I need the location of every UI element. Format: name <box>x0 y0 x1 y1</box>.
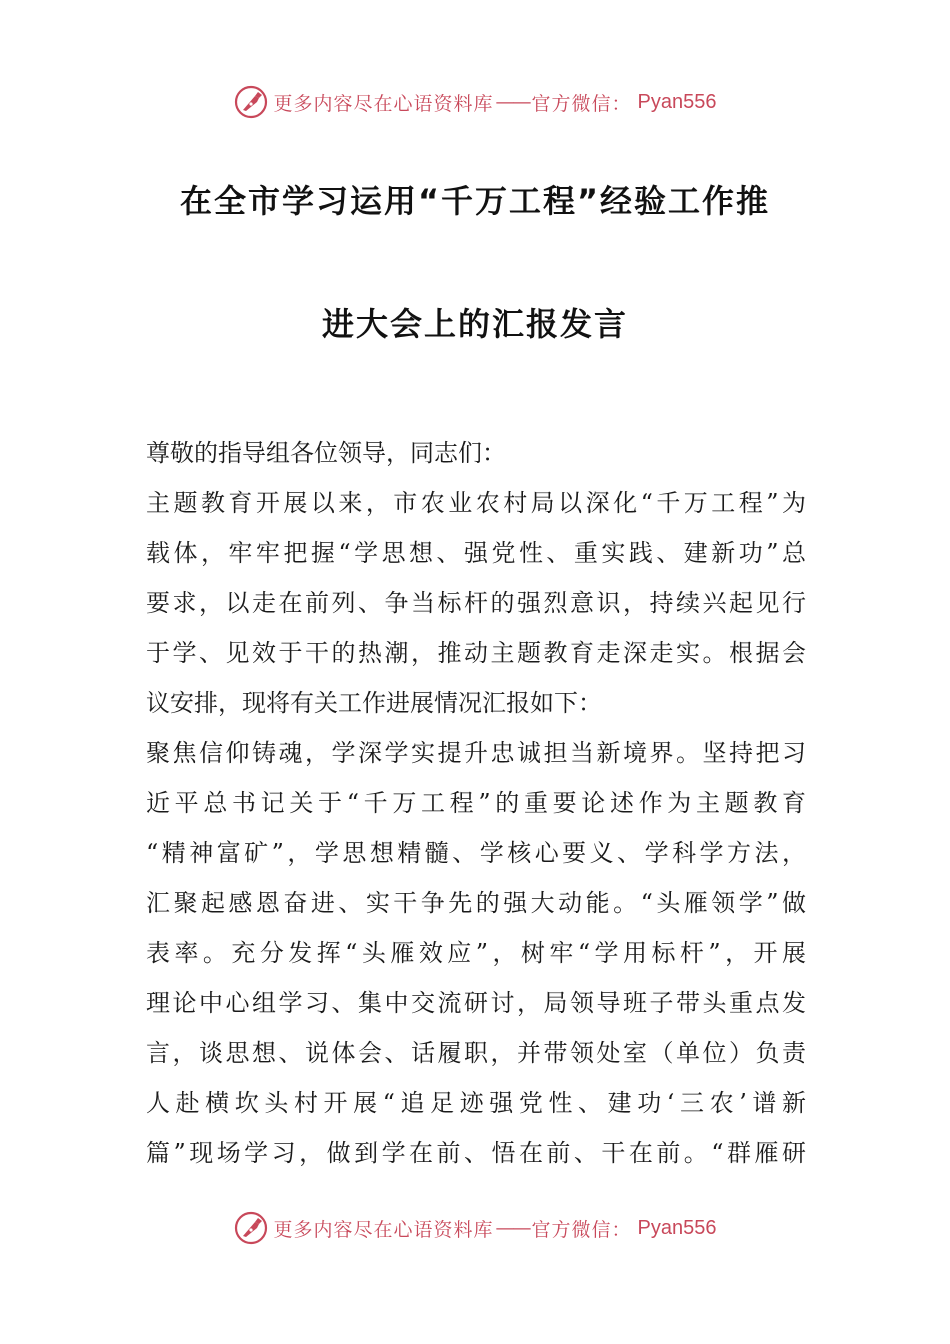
salutation-line: 尊敬的指导组各位领导，同志们： <box>146 439 506 467</box>
body-line: 载体，牢牢把握“学思想、强党性、重实践、建新功”总 <box>146 539 806 567</box>
header-watermark <box>0 82 950 122</box>
body-line: 近平总书记关于“千万工程”的重要论述作为主题教育 <box>146 789 806 817</box>
document-title-line-1: 在全市学习运用“千万工程”经验工作推 <box>179 182 771 220</box>
body-line: 人赴横坎头村开展“追足迹强党性、建功‘三农’谱新 <box>146 1089 806 1117</box>
watermark-wechat-label: 官方微信： <box>531 1218 632 1241</box>
body-line: 要求，以走在前列、争当标杆的强烈意识，持续兴起见行 <box>146 589 806 617</box>
body-line: “精神富矿”，学思想精髓、学核心要义、学科学方法， <box>146 839 806 867</box>
body-line: 汇聚起感恩奋进、实干争先的强大动能。“头雁领学”做 <box>146 889 806 917</box>
pen-nib-logo-icon <box>234 85 268 119</box>
watermark-text: 更多内容尽在心语资料库 <box>273 1218 494 1241</box>
watermark-wechat-id: Pyan556 <box>637 1216 717 1239</box>
pen-nib-logo-icon <box>234 1211 268 1245</box>
watermark-wechat-label: 官方微信： <box>531 92 632 115</box>
document-body <box>146 428 806 1178</box>
body-line: 于学、见效于干的热潮，推动主题教育走深走实。根据会 <box>146 639 806 667</box>
footer-watermark <box>0 1208 950 1248</box>
body-line: 主题教育开展以来，市农业农村局以深化“千万工程”为 <box>146 489 806 517</box>
body-line: 聚焦信仰铸魂，学深学实提升忠诚担当新境界。坚持把习 <box>146 739 806 767</box>
body-line: 理论中心组学习、集中交流研讨，局领导班子带头重点发 <box>146 989 806 1017</box>
watermark-text: 更多内容尽在心语资料库 <box>273 92 494 115</box>
body-line: 表率。充分发挥“头雁效应”，树牢“学用标杆”，开展 <box>146 939 806 967</box>
watermark-wechat-id: Pyan556 <box>637 90 717 113</box>
body-line: 篇”现场学习，做到学在前、悟在前、干在前。“群雁研 <box>146 1139 806 1167</box>
document-title-line-2: 进大会上的汇报发言 <box>321 305 628 343</box>
body-line: 言，谈思想、说体会、话履职，并带领处室（单位）负责 <box>146 1039 806 1067</box>
watermark-dash: —— <box>495 1217 530 1239</box>
watermark-dash: —— <box>495 91 530 113</box>
body-line: 议安排，现将有关工作进展情况汇报如下： <box>146 689 602 717</box>
